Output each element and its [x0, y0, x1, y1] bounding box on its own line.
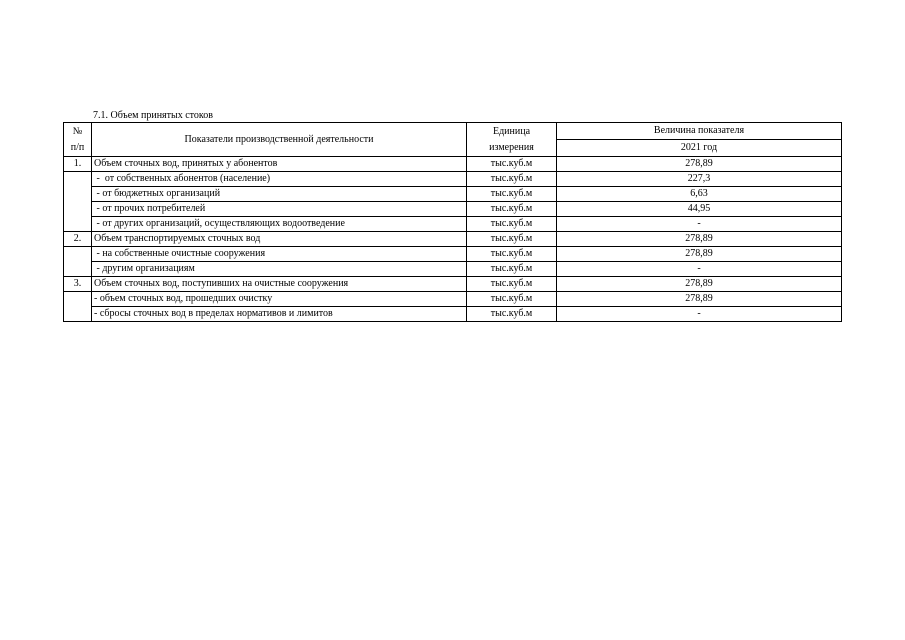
row-unit: тыс.куб.м: [467, 232, 557, 247]
row-num: 2.: [64, 232, 92, 247]
row-value: 6,63: [557, 187, 842, 202]
row-value: 44,95: [557, 202, 842, 217]
table-row: [64, 247, 842, 262]
row-label: - объем сточных вод, прошедших очистку: [92, 292, 467, 307]
row-value: 278,89: [557, 247, 842, 262]
header-value-group: Величина показателя: [557, 123, 842, 140]
header-num: [64, 123, 92, 157]
table-row: [64, 292, 842, 307]
row-value: -: [557, 307, 842, 322]
row-num-empty: [64, 292, 92, 322]
table-row: [64, 307, 842, 322]
table-row: [64, 232, 842, 247]
row-unit: тыс.куб.м: [467, 202, 557, 217]
table-row: [64, 172, 842, 187]
table-row: [64, 187, 842, 202]
row-value: -: [557, 262, 842, 277]
row-value: 278,89: [557, 292, 842, 307]
row-value: 227,3: [557, 172, 842, 187]
header-unit-line2: измерения: [489, 141, 534, 153]
table-body: [64, 157, 842, 322]
row-value: 278,89: [557, 277, 842, 292]
row-label: - от прочих потребителей: [92, 202, 467, 217]
row-num: 1.: [64, 157, 92, 172]
table-row: [64, 157, 842, 172]
header-row: [64, 123, 842, 140]
row-num: 3.: [64, 277, 92, 292]
table-row: [64, 262, 842, 277]
row-unit: тыс.куб.м: [467, 307, 557, 322]
header-unit: [467, 123, 557, 157]
row-unit: тыс.куб.м: [467, 172, 557, 187]
row-label: - сбросы сточных вод в пределах нормативов и лимитов: [92, 307, 467, 322]
header-unit-line1: Единица: [492, 125, 531, 137]
row-unit: тыс.куб.м: [467, 187, 557, 202]
table-caption: 7.1. Объем принятых стоков: [93, 110, 213, 121]
table-row: [64, 202, 842, 217]
row-unit: тыс.куб.м: [467, 217, 557, 232]
row-label: - от собственных абонентов (население): [92, 172, 467, 187]
row-unit: тыс.куб.м: [467, 292, 557, 307]
row-num-empty: [64, 247, 92, 277]
header-num-line1: №: [72, 125, 83, 137]
row-label: Объем сточных вод, поступивших на очистные сооружения: [92, 277, 467, 292]
row-label: - на собственные очистные сооружения: [92, 247, 467, 262]
row-label: Объем транспортируемых сточных вод: [92, 232, 467, 247]
row-label: - от бюджетных организаций: [92, 187, 467, 202]
row-label: - другим организациям: [92, 262, 467, 277]
header-num-line2: п/п: [70, 141, 85, 153]
row-unit: тыс.куб.м: [467, 262, 557, 277]
header-indicator: Показатели производственной деятельности: [92, 123, 467, 157]
table-row: [64, 217, 842, 232]
row-label: Объем сточных вод, принятых у абонентов: [92, 157, 467, 172]
row-value: -: [557, 217, 842, 232]
row-value: 278,89: [557, 232, 842, 247]
row-value: 278,89: [557, 157, 842, 172]
row-unit: тыс.куб.м: [467, 247, 557, 262]
row-unit: тыс.куб.м: [467, 157, 557, 172]
table-row: [64, 277, 842, 292]
row-label: - от других организаций, осуществляющих водоотведение: [92, 217, 467, 232]
row-unit: тыс.куб.м: [467, 277, 557, 292]
row-num-empty: [64, 172, 92, 232]
data-table: [63, 122, 842, 322]
header-year: 2021 год: [557, 140, 842, 157]
